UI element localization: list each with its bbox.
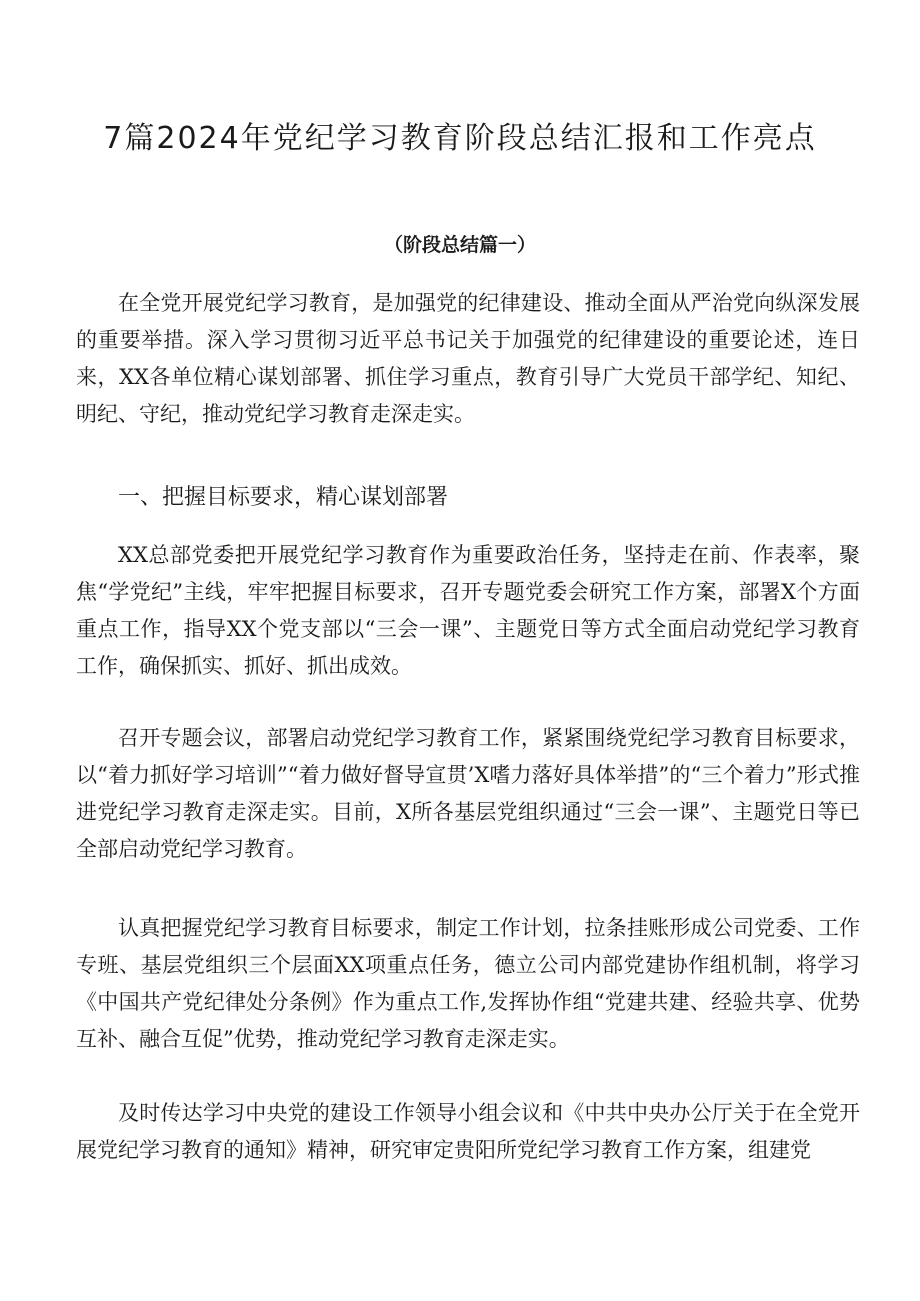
body-paragraph: 认真把握党纪学习教育目标要求，制定工作计划，拉条挂账形成公司党委、工作专班、基层党组织三个层面XX项重点任务，德立公司内部党建协作组机制，将学习《中国共产党纪律处分条例》作为重点工作,发挥协作组“党建共建、经验共享、优势互补、融合互促”优势，推动党纪学习教育走深走实。 (76, 916, 860, 1051)
body-paragraph: 及时传达学习中央党的建设工作领导小组会议和《中共中央办公厅关于在全党开展党纪学习教育的通知》精神，研究审定贵阳所党纪学习教育工作方案，组建党 (76, 1101, 860, 1162)
body-paragraph: 召开专题会议，部署启动党纪学习教育工作，紧紧围绕党纪学习教育目标要求，以“着力抓好学习培训”“着力做好督导宣贯’X嗜力落好具体举措”的“三个着力”形式推进党纪学习教育走深走实。目前，X所各基层党组织通过“三会一课”、主题党日等已全部启动党纪学习教育。 (76, 726, 860, 861)
body-paragraph: XX总部党委把开展党纪学习教育作为重要政治任务，坚持走在前、作表率，聚焦“学党纪”主线，牢牢把握目标要求，召开专题党委会研究工作方案，部署X个方面重点工作，指导XX个党支部以“三会一课”、主题党日等方式全面启动党纪学习教育工作，确保抓实、抓好、抓出成效。 (76, 543, 860, 678)
section-heading: 一、把握目标要求，精心谋划部署 (118, 485, 449, 510)
document-subtitle: （阶段总结篇一） (383, 234, 536, 256)
document-title: 7篇2024年党纪学习教育阶段总结汇报和工作亮点 (103, 121, 817, 156)
intro-paragraph: 在全党开展党纪学习教育，是加强党的纪律建设、推动全面从严治党向纵深发展的重要举措。深入学习贯彻习近平总书记关于加强党的纪律建设的重要论述，连日来，XX各单位精心谋划部署、抓住学习重点，教育引导广大党员干部学纪、知纪、明纪、守纪，推动党纪学习教育走深走实。 (76, 291, 860, 426)
